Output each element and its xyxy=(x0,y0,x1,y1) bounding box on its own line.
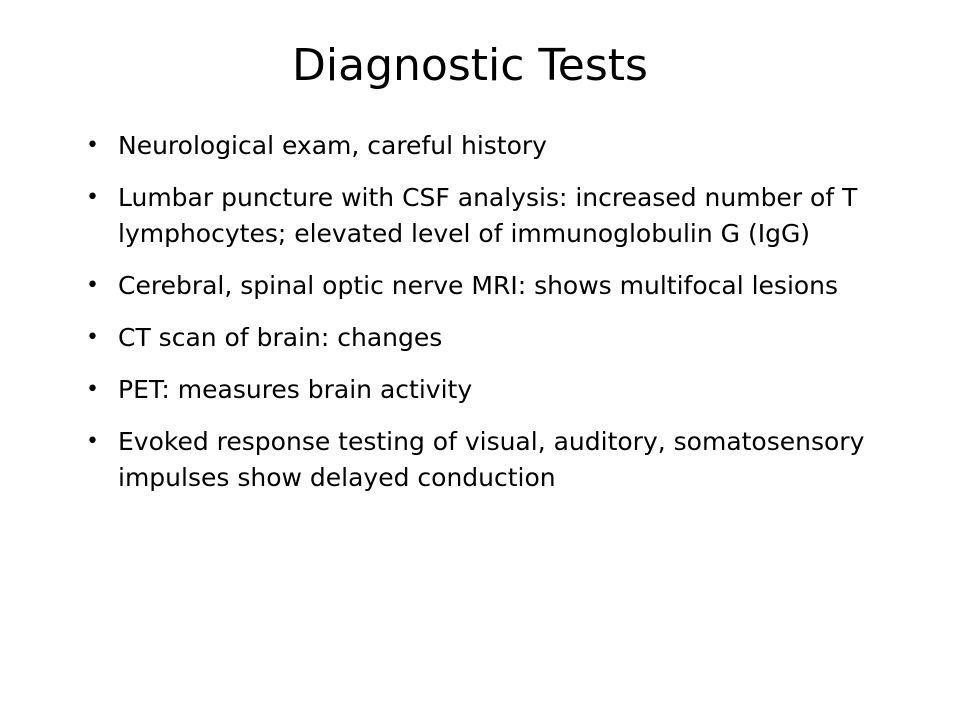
bullet-icon: • xyxy=(86,377,99,402)
bullet-item xyxy=(86,180,866,252)
bullet-text: Cerebral, spinal optic nerve MRI: shows multifocal lesions xyxy=(118,271,839,300)
bullet-item xyxy=(86,372,866,408)
bullet-text: Evoked response testing of visual, auditory, somatosensory impulses show delayed conduction xyxy=(118,427,865,492)
bullet-text: CT scan of brain: changes xyxy=(118,323,443,352)
bullet-item xyxy=(86,268,866,304)
bullet-item xyxy=(86,128,866,164)
bullet-item xyxy=(86,320,866,356)
bullet-item xyxy=(86,424,866,496)
bullet-text: Neurological exam, careful history xyxy=(118,131,547,160)
bullet-icon: • xyxy=(86,273,99,298)
bullet-icon: • xyxy=(86,325,99,350)
bullet-list xyxy=(86,128,866,512)
bullet-text: Lumbar puncture with CSF analysis: increased number of T lymphocytes; elevated level of immunoglobulin G (IgG) xyxy=(118,183,858,248)
bullet-icon: • xyxy=(86,429,99,454)
bullet-icon: • xyxy=(86,185,99,210)
bullet-icon: • xyxy=(86,133,99,158)
bullet-text: PET: measures brain activity xyxy=(118,375,473,404)
slide-title: Diagnostic Tests xyxy=(292,40,648,91)
